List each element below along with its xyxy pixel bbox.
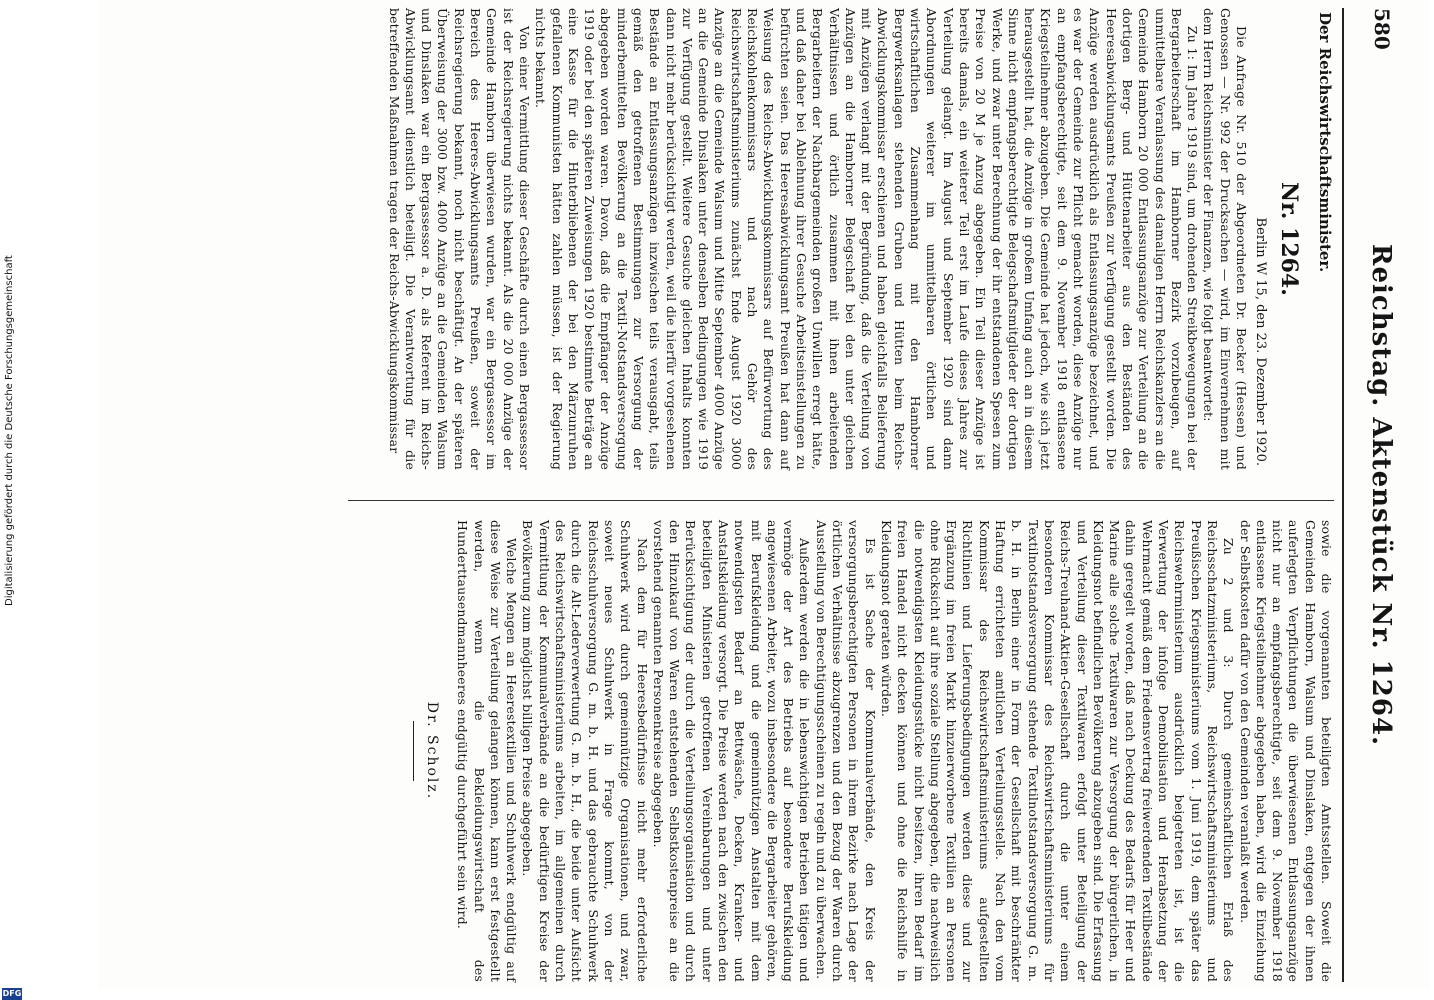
paragraph: Außerdem werden die in lebenswichtigen Betrieben tätigen und vermöge der Art des Betriebs auf besondere Berufskleidung angewiesenen Arbeiter, wozu insbesondere die Bergarbeiter gehören, mit Berufskleidung und die gemeinnützigen Anstalten mit dem notwendigsten Bedarf an Bettwäsche, Decken, Kranken- und Anstaltskleidung versorgt. Die Preise werden nach den zwischen den beteiligten Ministerien getroffenen Vereinbarungen und unter Berücksichtigung der durch die Verteilungsorganisation und durch den Hinzukauf von Waren entstehenden Selbstkostenpreise an die vorstehend genannten Personenkreise abgegeben. <box>650 520 813 982</box>
document-page <box>98 0 1430 990</box>
dfg-logo: DFG <box>2 989 22 998</box>
paragraph: Zu 1: Im Jahre 1919 sind, um drohenden Streikbewegungen bei der Bergarbeiterschaft im Hamborner Bezirk vorzubeugen, auf unmittelbare Veranlassung des damaligen Herrn Reichskanzlers an die Gemeinde Hamborn 20 000 Entlassungsanzüge zur Verteilung an die dortigen Berg- und Hüttenarbeiter aus den Beständen des Heeresabwicklungsamts Preußen zur Verfügung gestellt worden. Die Anzüge werden ausdrücklich als Entlassungsanzüge bezeichnet, und es war der Gemeinde zur Pflicht gemacht worden, diese Anzüge nur an empfangsberechtigte, seit dem 9. November 1918 entlassene Kriegsteilnehmer abzugeben. Die Gemeinde hat jedoch, wie sich jetzt herausgestellt hat, die Anzüge in großem Umfang auch an in diesem Sinne nicht empfangsberechtigte Belegschaftsmitglieder der dortigen Werke, und zwar unter Berechnung der ihr entstandenen Spesen zum Preise von 20 M je Anzug abgegeben. Ein Teil dieser Anzüge ist bereits damals, ein weiterer Teil erst im Laufe dieses Jahres zur Verteilung gelangt. Im August und September 1920 sind dann Abordnungen weiterer im unmittelbaren örtlichen und wirtschaftlichen Zusammenhang mit den Hamborner Bergwerksanlagen stehenden Gruben und Hütten beim Reichs-Abwicklungskommissar erschienen und haben gleichfalls Belieferung mit Anzügen verlangt mit der Begründung, daß die Verteilung von Anzügen an die Hamborner Belegschaft bei den unter gleichen Verhältnissen und örtlich zusammen mit ihnen arbeitenden Bergarbeitern der Nachbargemeinden großen Unwillen erregt hätte, und daß daher bei Ablehnung ihrer Gesuche Arbeitseinstellungen zu befürchten seien. Das Heeresabwicklungsamt Preußen hat dann auf Weisung des Reichs-Abwicklungskommissars auf Befürwortung des Reichskohlenkommissars und nach Gehör des Reichswirtschaftsministeriums zunächst Ende August 1920 3000 Anzüge an die Gemeinde Walsum und Mitte September 4000 Anzüge an die Gemeinde Dinslaken unter denselben Bedingungen wie 1919 zur Verfügung gestellt. Weitere Gesuche gleichen Inhalts konnten dann nicht mehr berücksichtigt werden, weil die hierfür vorgesehenen Bestände an Entlassungsanzügen inzwischen teils verausgabt, teils gemäß den getroffenen Bestimmungen zur Versorgung der minderbemittelten Bevölkerung an die Textil-Notstandsversorgung abgegeben worden waren. Davon, daß die Empfänger der Anzüge 1919 oder bei den späteren Zuweisungen 1920 bestimmte Beträge an eine Kasse für die Hinterbliebenen der bei den Märzunruhen gefallenen Kommunisten hätten zahlen müssen, ist der Regierung nichts bekannt. <box>533 8 1201 470</box>
paragraph: Nach dem für Heeresbedürfnisse nicht mehr erforderliche Schuhwerk wird durch gemeinnützige Organisationen, und zwar, soweit neues Schuhwerk in Frage kommt, von der Reichsschuhversorgung G. m. b. H. und das gebrauchte Schuhwerk durch die Alt-Lederverwertung G. m. b. H., die beide unter Aufsicht des Reichswirtschaftsministeriums arbeiten, im allgemeinen durch Vermittlung der Kommunalverbände an die bedürftigen Kreise der Bevölkerung zum möglichst billigen Preise abgegeben. <box>520 520 650 982</box>
date-line: Berlin W 15, den 23. Dezember 1920. <box>1253 217 1268 466</box>
paragraph: Welche Mengen an Heerestextilien und Schuhwerk endgültig auf diese Weise zur Verteilung gelangen können, kann erst festgestellt werden, wenn die Bekleidungswirtschaft des Hunderttausendmannheeres endgültig durchgeführt sein wird. <box>455 520 520 982</box>
page-number: 580 <box>1370 8 1394 50</box>
paragraph: Es ist Sache der Kommunalverbände, den Kreis der versorgungsberechtigten Personen in ihrem Bezirke nach Lage der örtlichen Verhältnisse abzugrenzen und den Bezug der Waren durch Ausstellung von Berechtigungsscheinen zu regeln und zu überwachen. <box>813 520 878 982</box>
issuer-heading: Der Reichswirtschaftsminister. <box>1316 12 1334 273</box>
column-divider <box>348 500 1334 501</box>
paragraph: sowie die vorgenannten beteiligten Amtsstellen. Soweit die Gemeinden Hamborn, Walsum und Dinslaken, entgegen der ihnen auferlegten Verpflichtungen die überwiesenen Entlassungsanzüge nicht nur an empfangsberechtigte, seit dem 9. November 1918 entlassene Kriegsteilnehmer abgegeben haben, wird die Einziehung der Selbstkosten dafür von den Gemeinden veranlaßt werden. <box>1237 520 1334 982</box>
right-column <box>98 520 1334 982</box>
header-rule <box>1342 8 1344 982</box>
digitization-credit: Digitalisierung gefördert durch die Deutsche Forschungsgemeinschaft <box>4 255 15 606</box>
paragraph: Zu 2 und 3: Durch gemeinschaftlichen Erlaß des Reichsschatzministeriums, Reichswirtschaftsministeriums und Preußischen Kriegsministeriums vom 1. Juni 1919, dem später das Reichswehrministerium ausdrücklich beigetreten ist, ist die Verwertung der infolge Demobilisation und Herabsetzung der Wehrmacht gemäß dem Friedensvertrag freiwerdenden Textilbestände dahin geregelt worden, daß nach Deckung des Bedarfs für Heer und Marine alle solche Textilwaren zur Versorgung der bürgerlichen, in Kleidungsnot befindlichen Bevölkerung abzugeben sind. Die Erfassung und Verteilung dieser Textilwaren erfolgt unter Beteiligung der Reichs-Treuhand-Aktien-Gesellschaft durch die unter einem besonderen Kommissar des Reichswirtschaftsministeriums für Textilnotstandsversorgung stehende Textilnotstandsversorgung G. m. b. H. in Berlin einer in Form der Gesellschaft mit beschränkter Haftung errichteten amtlichen Verteilungsstelle. Nach den vom Kommissar des Reichswirtschaftsministeriums aufgestellten Richtlinien und Lieferungsbedingungen werden diese und zur Ergänzung im freien Markt hinzuerworbene Textilien an Personen ohne Rücksicht auf ihre soziale Stellung abgegeben, die nachweislich die notwendigsten Kleidungsstücke nicht besitzen, ihren Bedarf im freien Handel nicht decken können und ohne die Reichshilfe in Kleidungsnot geraten würden. <box>878 520 1237 982</box>
left-column <box>98 8 1334 470</box>
page-title: Reichstag. Aktenstück Nr. 1264. <box>1366 243 1396 747</box>
document-number: Nr. 1264. <box>1276 182 1302 296</box>
signature: Dr. Scholz. <box>423 701 440 801</box>
signature-rule <box>413 721 414 781</box>
paragraph: Die Anfrage Nr. 510 der Abgeordneten Dr. Becker (Hessen) und Genossen — Nr. 992 der Drucksachen — wird, im Einvernehmen mit dem Herrn Reichsminister der Finanzen, wie folgt beantwortet: <box>1201 8 1249 470</box>
paragraph: Von einer Vermittlung dieser Geschäfte durch einen Bergassessor ist der Reichsregierung nichts bekannt. Als die 20 000 Anzüge der Gemeinde Hamborn überwiesen wurden, war ein Bergassessor im Bereich des Heeres-Abwicklungsamts Preußen, soweit der Reichsregierung bekannt, noch nicht beschäftigt. An der späteren Überweisung der 3000 bzw. 4000 Anzüge an die Gemeinden Walsum und Dinslaken war ein Bergassessor a. D. als Referent im Reichs-Abwicklungsamt dienstlich beteiligt. Die Verantwortung für die betreffenden Maßnahmen tragen der Reichs-Abwicklungskommissar <box>386 8 532 470</box>
